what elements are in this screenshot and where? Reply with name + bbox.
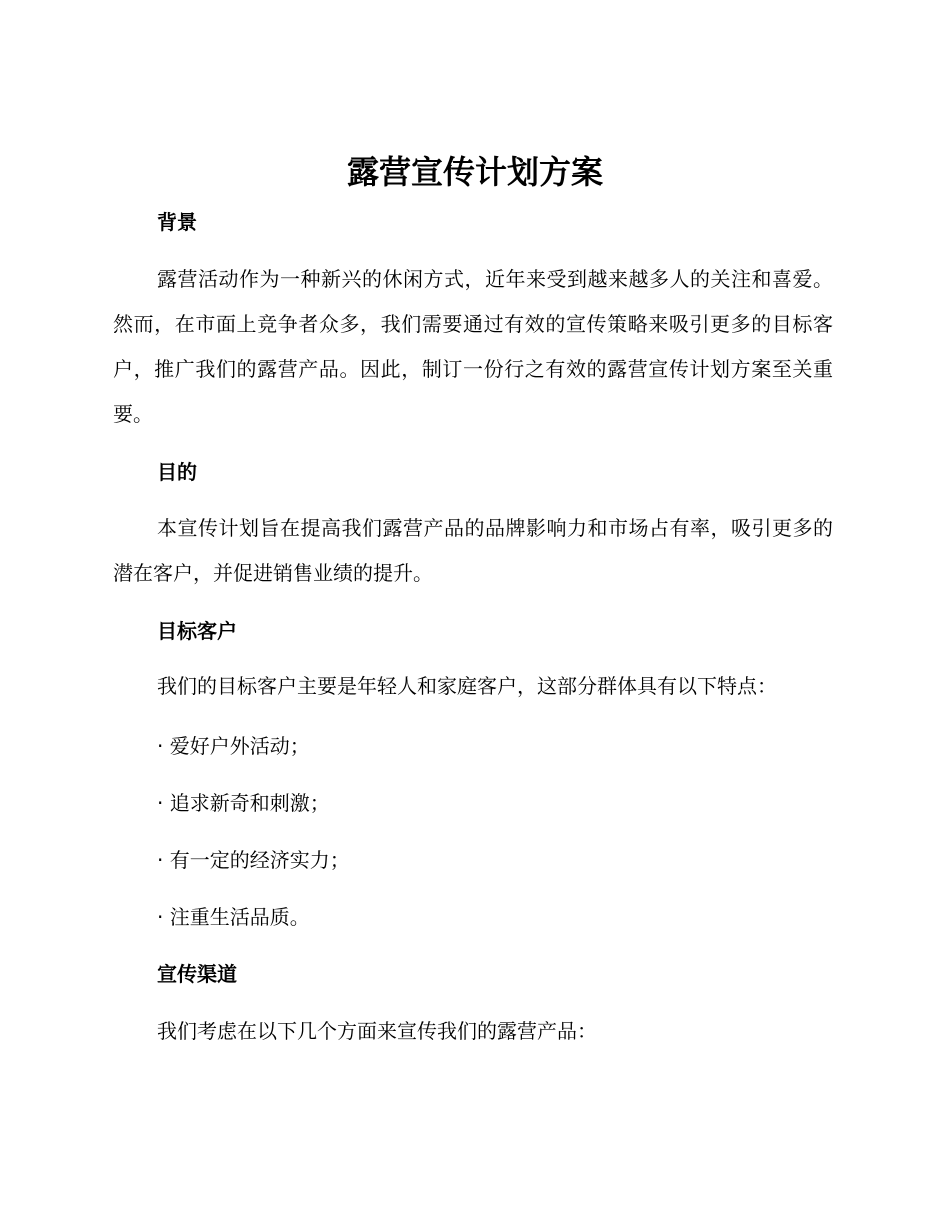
list-item: · 追求新奇和刺激； bbox=[157, 791, 330, 815]
list-item: · 爱好户外活动； bbox=[157, 734, 310, 758]
heading-background: 背景 bbox=[157, 210, 197, 234]
heading-channels: 宣传渠道 bbox=[157, 962, 237, 986]
document-title: 露营宣传计划方案 bbox=[346, 153, 603, 191]
paragraph-purpose: 本宣传计划旨在提高我们露营产品的品牌影响力和市场占有率，吸引更多的潜在客户，并促进销售业绩的提升。 bbox=[113, 516, 833, 585]
paragraph-channels: 我们考虑在以下几个方面来宣传我们的露营产品： bbox=[157, 1019, 597, 1043]
paragraph-target-customers: 我们的目标客户主要是年轻人和家庭客户，这部分群体具有以下特点： bbox=[157, 674, 777, 698]
heading-target-customers: 目标客户 bbox=[157, 619, 237, 643]
list-item: · 有一定的经济实力； bbox=[157, 848, 350, 872]
heading-purpose: 目的 bbox=[157, 460, 197, 484]
paragraph-background: 露营活动作为一种新兴的休闲方式，近年来受到越来越多人的关注和喜爱。然而，在市面上竞争者众多，我们需要通过有效的宣传策略来吸引更多的目标客户，推广我们的露营产品。因此，制订一份行之有效的露营宣传计划方案至关重要。 bbox=[113, 267, 833, 426]
list-item: · 注重生活品质。 bbox=[157, 905, 310, 929]
